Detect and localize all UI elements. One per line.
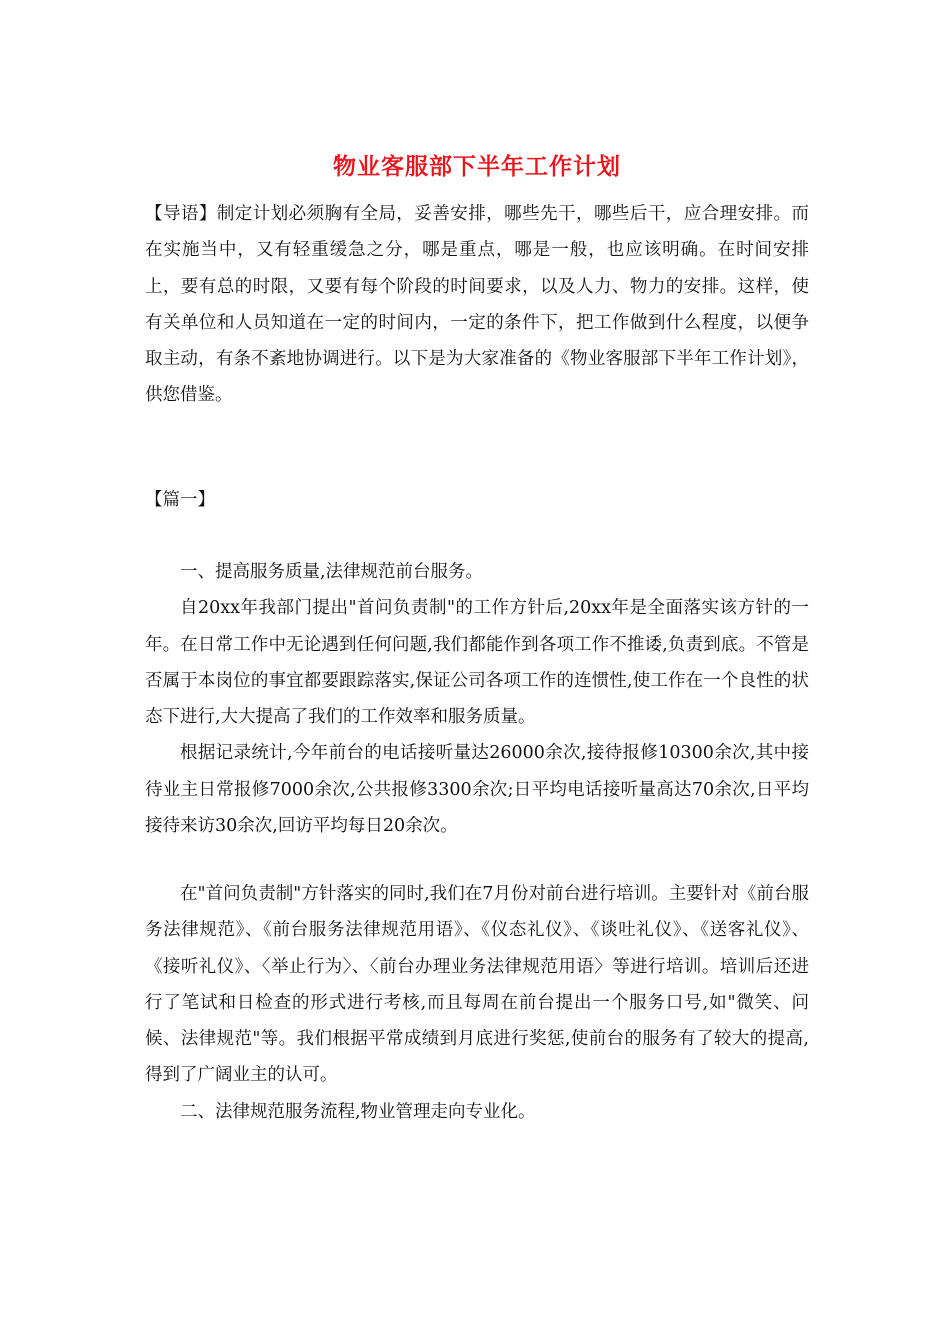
body-block-1 (145, 554, 809, 844)
intro-paragraph: 【导语】制定计划必须胸有全局，妥善安排，哪些先干，哪些后干，应合理安排。而在实施当中，又有轻重缓急之分，哪是重点，哪是一般，也应该明确。在时间安排上，要有总的时限，又要有每个阶段的时间要求，以及人力、物力的安排。这样，使有关单位和人员知道在一定的时间内，一定的条件下，把工作做到什么程度，以便争取主动，有条不紊地协调进行。以下是为大家准备的《物业客服部下半年工作计划》，供您借鉴。 (145, 204, 809, 406)
section-heading: 【篇一】 (145, 490, 215, 510)
body-paragraph: 在"首问负责制"方针落实的同时,我们在7月份对前台进行培训。主要针对《前台服务法律规范》、《前台服务法律规范用语》、《仪态礼仪》、《谈吐礼仪》、《送客礼仪》、《接听礼仪》、〈举止行为〉、〈前台办理业务法律规范用语〉等进行培训。培训后还进行了笔试和日检查的形式进行考核,而且每周在前台提出一个服务口号,如"微笑、问候、法律规范"等。我们根据平常成绩到月底进行奖惩,使前台的服务有了较大的提高,得到了广阔业主的认可。 (145, 884, 809, 1086)
body-paragraph-heading-2: 二、法律规范服务流程,物业管理走向专业化。 (180, 1101, 536, 1122)
body-paragraph-heading-1: 一、提高服务质量,法律规范前台服务。 (180, 562, 484, 582)
body-paragraph: 自20xx年我部门提出"首问负责制"的工作方针后,20xx年是全面落实该方针的一年。在日常工作中无论遇到任何问题,我们都能作到各项工作不推诿,负责到底。不管是否属于本岗位的事宜都要跟踪落实,保证公司各项工作的连惯性,使工作在一个良性的状态下进行,大大提高了我们的工作效率和服务质量。 (145, 598, 809, 728)
body-block-2 (145, 876, 809, 1130)
document-title: 物业客服部下半年工作计划 (333, 153, 621, 180)
body-paragraph: 根据记录统计,今年前台的电话接听量达26000余次,接待报修10300余次,其中接待业主日常报修7000余次,公共报修3300余次;日平均电话接听量高达70余次,日平均接待来访30余次,回访平均每日20余次。 (145, 743, 809, 837)
